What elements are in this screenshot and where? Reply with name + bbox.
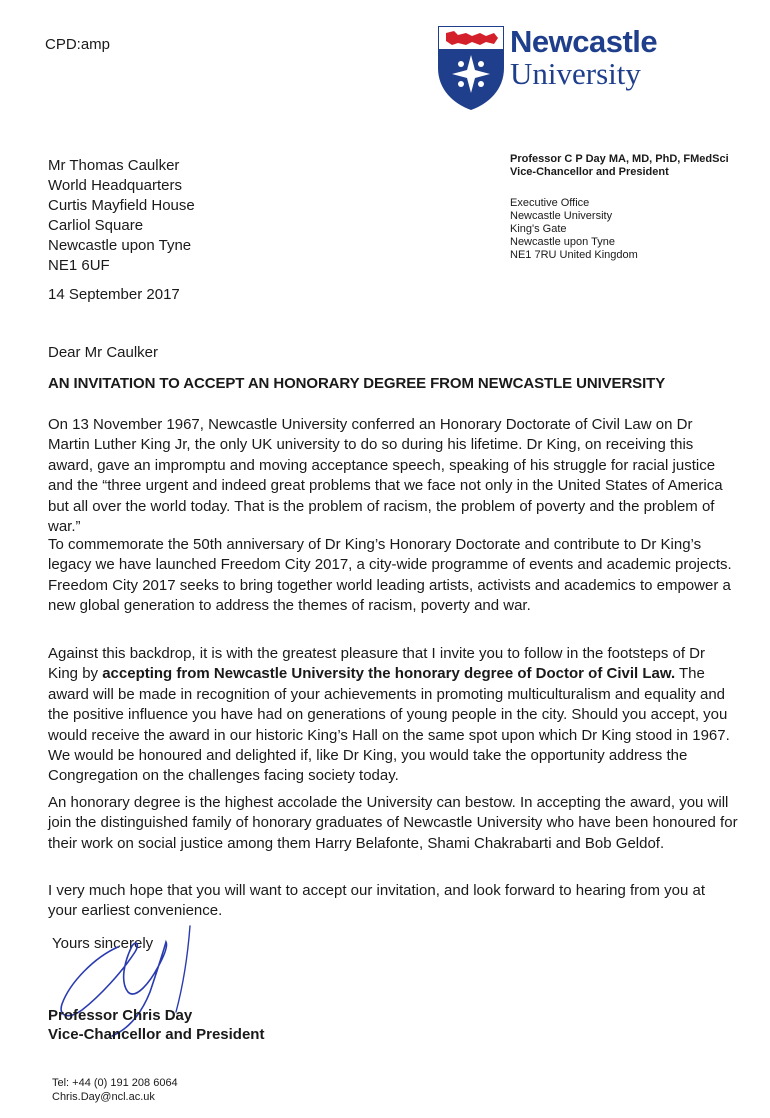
body-paragraph: I very much hope that you will want to accept our invitation, and look forward to hearing from you at your earliest convenience. xyxy=(48,882,706,920)
paragraph-emphasis: accepting from Newcastle University the honorary degree of Doctor of Civil Law. xyxy=(102,665,676,683)
recipient-line: Mr Thomas Caulker xyxy=(48,157,180,174)
letter-date: 14 September 2017 xyxy=(48,286,180,303)
email-address: Chris.Day@ncl.ac.uk xyxy=(52,1091,155,1103)
closing: Yours sincerely xyxy=(52,935,154,952)
sender-name: Professor C P Day MA, MD, PhD, FMedSci xyxy=(510,153,729,165)
recipient-address xyxy=(48,156,195,276)
recipient-line: Carliol Square xyxy=(48,217,144,234)
recipient-line: NE1 6UF xyxy=(48,257,110,274)
recipient-line: Newcastle upon Tyne xyxy=(48,237,192,254)
body-paragraph: To commemorate the 50th anniversary of Dr King’s Honorary Doctorate and contribute to Dr King’s legacy we have launched Freedom City 2017, a city-wide programme of events and academic projects. Freedom City 2017 seeks to bring together world leading artists, activists and academics to empower a new global generation to address the themes of racism, poverty and war. xyxy=(48,536,732,615)
sender-block xyxy=(510,153,729,262)
signatory-title: Vice-Chancellor and President xyxy=(48,1026,265,1043)
signatory-name: Professor Chris Day xyxy=(48,1007,193,1024)
university-logo xyxy=(436,24,686,114)
paragraph-text: Against this backdrop, it is with the greatest pleasure that I invite you to follow in the footsteps of Dr King by xyxy=(48,645,706,683)
phone-number: Tel: +44 (0) 191 208 6064 xyxy=(52,1077,178,1089)
sender-address-line: NE1 7RU United Kingdom xyxy=(510,249,638,261)
logo-subtitle: University xyxy=(510,56,641,91)
subject-line: AN INVITATION TO ACCEPT AN HONORARY DEGREE FROM NEWCASTLE UNIVERSITY xyxy=(48,375,666,392)
paragraph-text: The award will be made in recognition of your achievements in promoting multiculturalism and equality and the positive influence you have had on generations of young people in the city. Should you accept, you would receive the award in our historic King’s Hall on the same spot upon which Dr King stood in 1967. We would be honoured and delighted if, like Dr King, you would take the opportunity address the Congregation on the challenges facing society today. xyxy=(48,665,730,785)
recipient-line: World Headquarters xyxy=(48,177,182,194)
sender-address-line: Newcastle upon Tyne xyxy=(510,236,615,248)
body-paragraph: On 13 November 1967, Newcastle University conferred an Honorary Doctorate of Civil Law on Dr Martin Luther King Jr, the only UK university to do so during his lifetime. Dr King, on receiving this award, gave an impromptu and moving acceptance speech, speaking of his struggle for racial justice and the “three urgent and indeed great problems that we face not only in the United States of America but all over the world today. That is the problem of racism, the problem of poverty and the problem of war.” xyxy=(48,416,723,536)
university-shield-icon xyxy=(436,24,506,112)
contact-details xyxy=(52,1076,178,1104)
sender-title: Vice-Chancellor and President xyxy=(510,166,669,178)
body-paragraph: An honorary degree is the highest accolade the University can bestow. In accepting the award, you will join the distinguished family of honorary graduates of Newcastle University who have been honoured for their work on social justice among them Harry Belafonte, Shami Chakrabarti and Bob Geldof. xyxy=(48,794,738,852)
reference-code: CPD:amp xyxy=(45,36,111,53)
sender-address-line: Newcastle University xyxy=(510,210,613,222)
salutation: Dear Mr Caulker xyxy=(48,344,159,361)
recipient-line: Curtis Mayfield House xyxy=(48,197,195,214)
logo-name: Newcastle xyxy=(510,24,658,59)
sender-address-line: King's Gate xyxy=(510,223,567,235)
sender-address xyxy=(510,197,729,262)
body-paragraph xyxy=(48,644,738,787)
sender-address-line: Executive Office xyxy=(510,197,590,209)
